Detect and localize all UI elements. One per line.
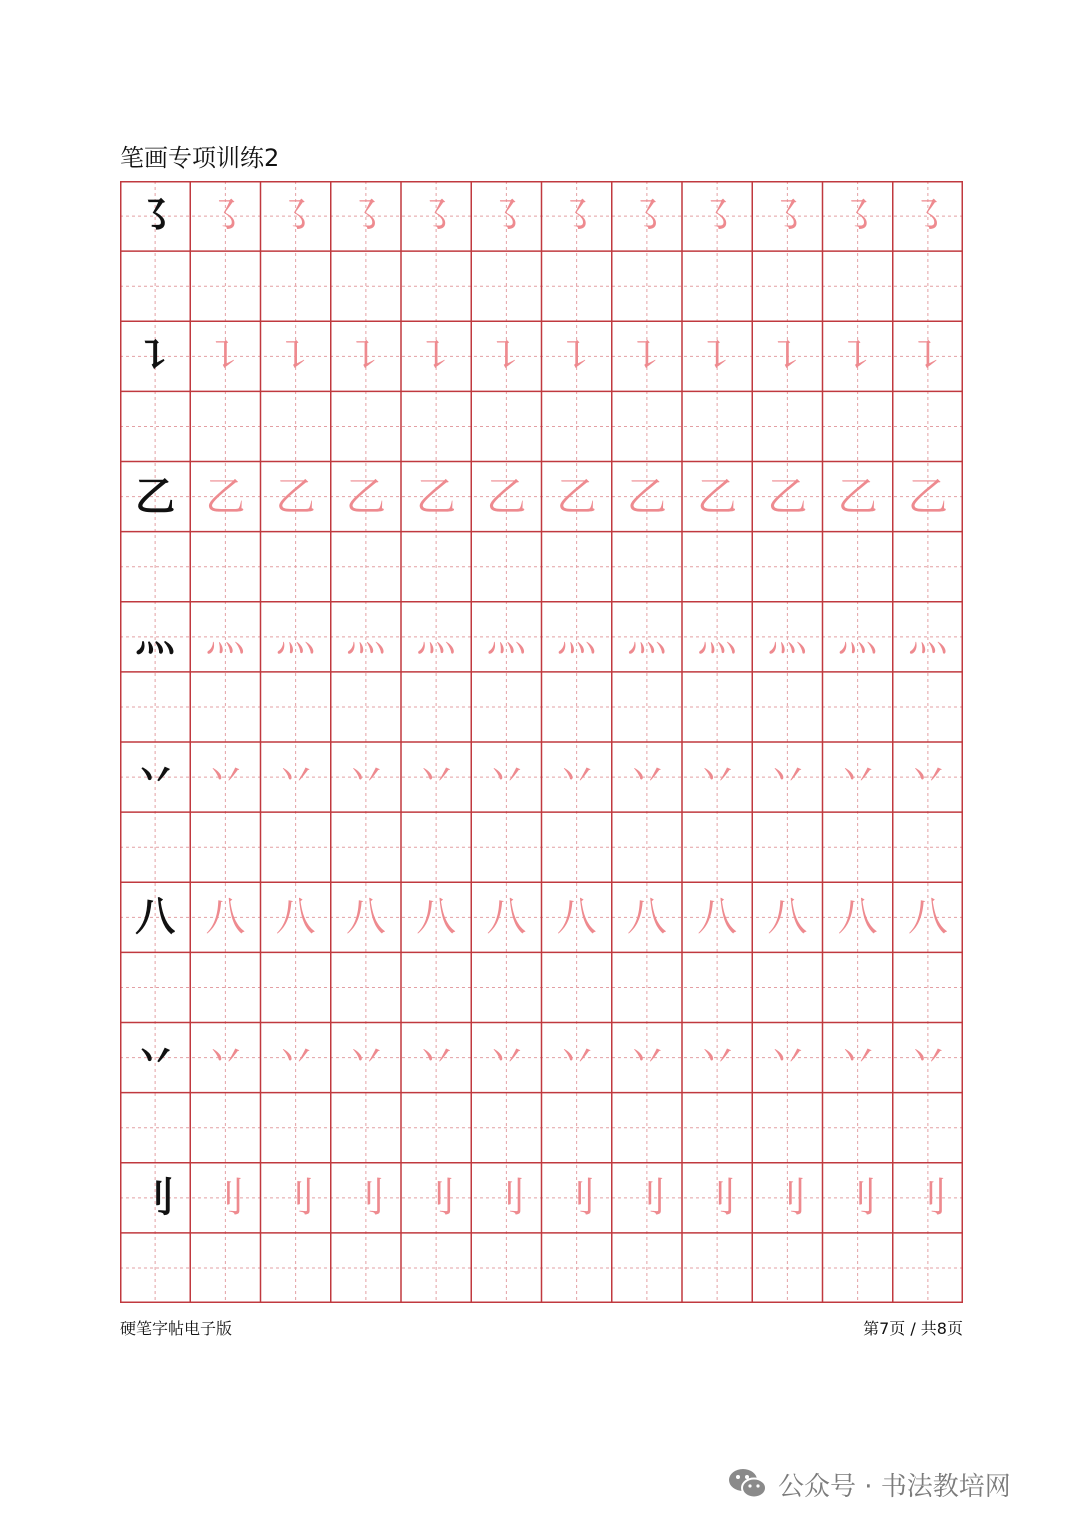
trace-stroke: 乙 [767, 473, 808, 520]
model-stroke: 灬 [135, 612, 176, 660]
trace-stroke: 乙 [416, 473, 457, 520]
trace-stroke: 丷 [907, 1034, 948, 1081]
model-stroke: 乙 [135, 472, 176, 520]
trace-stroke: ㇊ [416, 333, 457, 380]
trace-stroke: 丷 [416, 754, 457, 801]
trace-stroke: 灬 [205, 613, 246, 660]
trace-stroke: ㇌ [556, 193, 597, 240]
model-stroke: 丷 [135, 1033, 176, 1081]
trace-stroke: ㇌ [697, 193, 738, 240]
watermark-text: 公众号 · 书法教培网 [778, 1471, 1011, 1502]
trace-stroke: 丷 [837, 754, 878, 801]
stroke-rows [120, 181, 963, 1303]
trace-stroke: 刂 [697, 1174, 738, 1221]
trace-stroke: 丷 [486, 1034, 527, 1081]
footer-label: 硬笔字帖电子版 [120, 1319, 233, 1338]
trace-stroke: ㇊ [345, 333, 386, 380]
trace-stroke: 刂 [556, 1174, 597, 1221]
trace-stroke: ㇌ [205, 193, 246, 240]
trace-stroke: 八 [837, 894, 878, 941]
trace-stroke: 乙 [837, 473, 878, 520]
trace-stroke: 乙 [907, 473, 948, 520]
trace-stroke: ㇊ [767, 333, 808, 380]
trace-stroke: ㇌ [837, 193, 878, 240]
trace-stroke: 乙 [697, 473, 738, 520]
trace-stroke: ㇌ [345, 193, 386, 240]
trace-stroke: ㇌ [907, 193, 948, 240]
trace-stroke: 刂 [205, 1174, 246, 1221]
trace-stroke: 刂 [486, 1174, 527, 1221]
trace-stroke: 灬 [907, 613, 948, 660]
trace-stroke: 乙 [345, 473, 386, 520]
model-stroke: 刂 [135, 1173, 176, 1221]
trace-stroke: ㇌ [275, 193, 316, 240]
trace-stroke: 灬 [275, 613, 316, 660]
trace-stroke: 八 [416, 894, 457, 941]
trace-stroke: ㇊ [486, 333, 527, 380]
trace-stroke: 刂 [275, 1174, 316, 1221]
trace-stroke: 丷 [486, 754, 527, 801]
trace-stroke: 八 [626, 894, 667, 941]
trace-stroke: 丷 [697, 754, 738, 801]
trace-stroke: 灬 [837, 613, 878, 660]
trace-stroke: 灬 [767, 613, 808, 660]
trace-stroke: ㇊ [556, 333, 597, 380]
trace-stroke: 刂 [416, 1174, 457, 1221]
trace-stroke: ㇌ [486, 193, 527, 240]
trace-stroke: 丷 [275, 1034, 316, 1081]
trace-stroke: 刂 [345, 1174, 386, 1221]
trace-stroke: 灬 [345, 613, 386, 660]
trace-stroke: ㇊ [837, 333, 878, 380]
trace-stroke: 丷 [907, 754, 948, 801]
trace-stroke: 丷 [697, 1034, 738, 1081]
trace-stroke: 刂 [837, 1174, 878, 1221]
trace-stroke: 丷 [767, 754, 808, 801]
trace-stroke: 丷 [205, 754, 246, 801]
trace-stroke: 八 [697, 894, 738, 941]
model-stroke: 丷 [135, 753, 176, 801]
trace-stroke: 乙 [486, 473, 527, 520]
trace-stroke: ㇊ [697, 333, 738, 380]
trace-stroke: 八 [486, 894, 527, 941]
trace-stroke: 丷 [275, 754, 316, 801]
trace-stroke: ㇊ [907, 333, 948, 380]
model-stroke: 八 [135, 893, 176, 941]
trace-stroke: 乙 [626, 473, 667, 520]
trace-stroke: 丷 [626, 1034, 667, 1081]
page-number: 第7页 / 共8页 [863, 1319, 963, 1338]
trace-stroke: 灬 [626, 613, 667, 660]
trace-stroke: 乙 [205, 473, 246, 520]
trace-stroke: 丷 [626, 754, 667, 801]
watermark [728, 1462, 1011, 1506]
trace-stroke: 丷 [416, 1034, 457, 1081]
trace-stroke: 灬 [697, 613, 738, 660]
trace-stroke: 乙 [275, 473, 316, 520]
practice-grid [120, 181, 963, 1303]
trace-stroke: 丷 [767, 1034, 808, 1081]
trace-stroke: 丷 [345, 1034, 386, 1081]
trace-stroke: 乙 [556, 473, 597, 520]
trace-stroke: 八 [205, 894, 246, 941]
trace-stroke: 灬 [556, 613, 597, 660]
trace-stroke: 丷 [205, 1034, 246, 1081]
trace-stroke: ㇌ [626, 193, 667, 240]
trace-stroke: 丷 [837, 1034, 878, 1081]
trace-stroke: 丷 [345, 754, 386, 801]
trace-stroke: 灬 [486, 613, 527, 660]
trace-stroke: 刂 [626, 1174, 667, 1221]
trace-stroke: 八 [275, 894, 316, 941]
page-title: 笔画专项训练2 [120, 144, 280, 172]
trace-stroke: ㇌ [767, 193, 808, 240]
trace-stroke: ㇌ [416, 193, 457, 240]
trace-stroke: 八 [556, 894, 597, 941]
trace-stroke: ㇊ [626, 333, 667, 380]
trace-stroke: ㇊ [205, 333, 246, 380]
trace-stroke: 刂 [767, 1174, 808, 1221]
model-stroke: ㇌ [135, 192, 176, 240]
trace-stroke: 灬 [416, 613, 457, 660]
trace-stroke: 八 [907, 894, 948, 941]
trace-stroke: 丷 [556, 1034, 597, 1081]
trace-stroke: 八 [767, 894, 808, 941]
trace-stroke: 八 [345, 894, 386, 941]
model-stroke: ㇊ [135, 332, 176, 380]
trace-stroke: 刂 [907, 1174, 948, 1221]
trace-stroke: ㇊ [275, 333, 316, 380]
wechat-icon [728, 1466, 768, 1502]
trace-stroke: 丷 [556, 754, 597, 801]
